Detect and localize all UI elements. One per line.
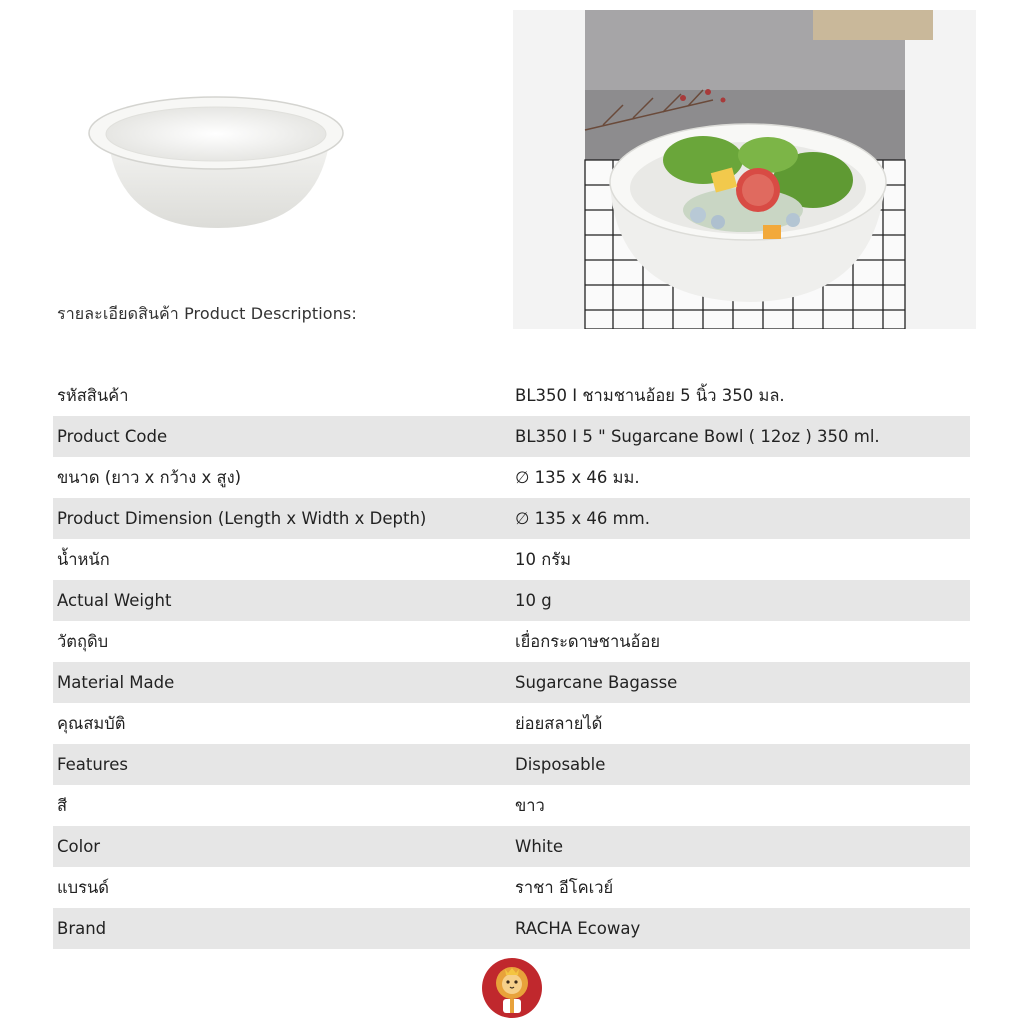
spec-row — [53, 621, 970, 662]
spec-label: Actual Weight — [57, 591, 172, 610]
spec-row — [53, 416, 970, 457]
spec-label: น้ำหนัก — [57, 549, 110, 569]
product-bowl-image — [78, 88, 358, 238]
spec-label: วัตถุดิบ — [57, 631, 109, 651]
spec-value: 10 g — [515, 591, 552, 610]
spec-label: Color — [57, 837, 101, 856]
spec-value: ย่อยสลายได้ — [515, 713, 603, 733]
spec-row — [53, 908, 970, 949]
spec-row — [53, 375, 970, 416]
spec-row — [53, 457, 970, 498]
spec-value: BL350 I ชามชานอ้อย 5 นิ้ว 350 มล. — [515, 385, 785, 405]
spec-row — [53, 498, 970, 539]
spec-label: Brand — [57, 919, 107, 938]
spec-value: ∅ 135 x 46 mm. — [515, 509, 650, 528]
spec-label: ขนาด (ยาว x กว้าง x สูง) — [57, 467, 242, 487]
spec-label: รหัสสินค้า — [57, 385, 129, 405]
spec-label: สี — [57, 795, 68, 815]
product-lifestyle-photo — [513, 10, 976, 329]
spec-label: แบรนด์ — [57, 877, 109, 897]
spec-value: RACHA Ecoway — [515, 919, 641, 938]
spec-label: คุณสมบัติ — [57, 713, 126, 733]
spec-table — [53, 375, 970, 949]
spec-label: Product Dimension (Length x Width x Depth) — [57, 509, 427, 528]
spec-row — [53, 580, 970, 621]
spec-value: Disposable — [515, 755, 606, 774]
spec-row — [53, 539, 970, 580]
spec-label: Product Code — [57, 427, 168, 446]
spec-value: 10 กรัม — [515, 549, 571, 569]
spec-value: Sugarcane Bagasse — [515, 673, 678, 692]
spec-value: เยื่อกระดาษชานอ้อย — [515, 631, 661, 651]
lion-mascot-icon — [481, 957, 543, 1019]
spec-row — [53, 703, 970, 744]
spec-value: ∅ 135 x 46 มม. — [515, 467, 640, 487]
section-title: รายละเอียดสินค้า Product Descriptions: — [57, 304, 357, 323]
spec-value: ราชา อีโคเวย์ — [515, 877, 614, 897]
spec-row — [53, 826, 970, 867]
spec-row — [53, 867, 970, 908]
spec-value: ขาว — [515, 795, 545, 815]
spec-label: Features — [57, 755, 128, 774]
spec-label: Material Made — [57, 673, 175, 692]
spec-row — [53, 785, 970, 826]
spec-value: White — [515, 837, 563, 856]
spec-value: BL350 I 5 " Sugarcane Bowl ( 12oz ) 350 ml. — [515, 427, 880, 446]
spec-row — [53, 744, 970, 785]
spec-row — [53, 662, 970, 703]
